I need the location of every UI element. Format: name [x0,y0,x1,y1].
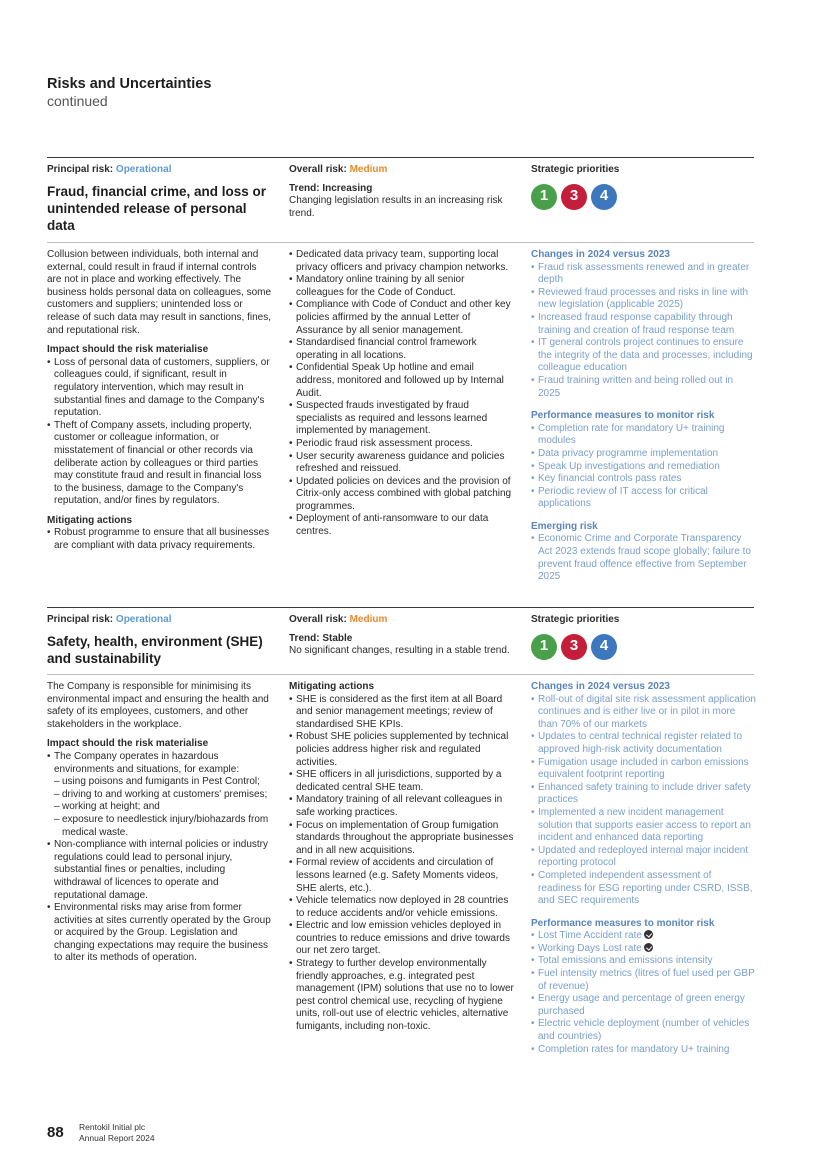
list-item: • Completed independent assessment of readiness for ESG reporting under CSRD, ISSB, and SEC requirements [531,870,756,908]
list-item: • SHE officers in all jurisdictions, supported by a dedicated central SHE team. [289,769,514,794]
risk1-trend-text: Changing legislation results in an increasing risk trend. [289,195,503,219]
list-item-text: Working Days Lost rate [538,942,642,954]
list-item: • Economic Crime and Corporate Transparency Act 2023 extends fraud scope globally; failure to prevent fraud offence effective from September 2025 [531,533,756,583]
report-name: Annual Report 2024 [79,1132,155,1143]
risk2-changes-list [531,694,756,908]
priority-badge: 4 [591,184,617,210]
list-item: • Mandatory online training by all senior colleagues for the Code of Conduct. [289,274,514,299]
risk2-category: Operational [115,614,172,625]
risk2-overall: Medium [349,614,388,625]
list-item: • SHE is considered as the first item at all Board and senior management meetings; review of standardised SHE KPIs. [289,694,514,732]
list-item: • Speak Up investigations and remediation [531,461,756,474]
risk1-category: Operational [115,164,172,175]
risk2-title: Safety, health, environment (SHE) and sustainability [47,633,263,666]
company-name: Rentokil Initial plc [79,1122,146,1132]
mitigating-heading: Mitigating actions [289,681,374,692]
risk1-priorities [531,184,756,210]
risk2-intro: The Company is responsible for minimising its environmental impact and ensuring the health and safety of its employees, customers, and other stakeholders in the workplace. [47,681,269,730]
page-title: Risks and Uncertainties [47,76,212,92]
assured-check-icon [644,930,653,939]
list-item: • Compliance with Code of Conduct and other key policies affirmed by the annual Letter of Assurance by all senior management. [289,299,514,337]
risk1-header-overall [289,164,514,220]
list-item: • Deployment of anti-ransomware to our data centres. [289,513,514,538]
list-item: – using poisons and fumigants in Pest Control; [47,776,272,789]
list-item: • Roll-out of digital site risk assessment application continues and is either live or in pilot in more than 70% of our markets [531,694,756,732]
list-item: • Total emissions and emissions intensity [531,955,756,968]
risk1-mitigating-list-b [289,249,514,539]
list-item: • Periodic fraud risk assessment process. [289,438,514,451]
list-item: • Formal review of accidents and circulation of lessons learned (e.g. Safety Moments videos, SHE alerts, etc.). [289,857,514,895]
list-item: – exposure to needlestick injury/biohazards from medical waste. [47,814,272,839]
list-item: • Updated and redeployed internal major incident reporting protocol [531,845,756,870]
list-item: • Periodic review of IT access for critical applications [531,486,756,511]
performance-heading: Performance measures to monitor risk [531,917,715,929]
list-item [531,943,756,956]
risk2-col2 [289,681,514,1034]
risk1-col1 [47,249,272,553]
list-item: • Updated policies on devices and the provision of Citrix-only access combined with global patching programmes. [289,476,514,514]
list-item: – driving to and working at customers' premises; [47,789,272,802]
emerging-heading: Emerging risk [531,520,598,532]
risk1-title: Fraud, financial crime, and loss or unintended release of personal data [47,183,267,233]
page-number: 88 [47,1124,64,1141]
risk1-overall: Medium [349,164,388,175]
list-item: • Robust programme to ensure that all businesses are compliant with data privacy requirements. [47,527,272,552]
list-item: • Mandatory training of all relevant colleagues in safe working practices. [289,794,514,819]
list-item: • Data privacy programme implementation [531,448,756,461]
performance-heading: Performance measures to monitor risk [531,410,715,422]
list-item: • Standardised financial control framework operating in all locations. [289,337,514,362]
list-item: • Key financial controls pass rates [531,473,756,486]
list-item: • Updates to central technical register related to approved high-risk activity documentation [531,731,756,756]
priority-badge: 3 [561,634,587,660]
list-item: • Energy usage and percentage of green energy purchased [531,993,756,1018]
section-rule [47,157,754,158]
list-item: • Environmental risks may arise from former activities at sites currently operated by the Group or acquired by the Group. Legislation and changing expectations may require the business to alter its methods of operation. [47,902,272,965]
list-item: • Theft of Company assets, including property, customer or colleague information, or misstatement of financial or other records via deliberate action by colleagues or third parties may constitute fraud and result in financial loss to the business, damage to the Company's reputation, and/or fines by regulators. [47,420,272,508]
list-item: • Robust SHE policies supplemented by technical policies address higher risk and regulated activities. [289,731,514,769]
list-item: • Fuel intensity metrics (litres of fuel used per GBP of revenue) [531,968,756,993]
priority-badge: 1 [531,634,557,660]
list-item: – working at height; and [47,801,272,814]
list-item: • Vehicle telematics now deployed in 28 countries to reduce accidents and/or vehicle emissions. [289,895,514,920]
risk2-col1 [47,681,272,965]
list-item: • User security awareness guidance and policies refreshed and reissued. [289,451,514,476]
risk2-col3 [531,681,756,1056]
list-item-text: Lost Time Accident rate [538,930,642,942]
section-rule [47,674,754,675]
list-item: • Fumigation usage included in carbon emissions equivalent footprint reporting [531,757,756,782]
list-item: • Implemented a new incident management solution that supports easier access to report an incident and enhanced data reporting [531,807,756,845]
impact-heading: Impact should the risk materialise [47,738,209,750]
risk1-header-strategic [531,164,756,210]
publication-info [79,1122,155,1143]
risk2-mitigating-list [289,694,514,1034]
risk2-header-principal [47,614,272,667]
risk1-changes-list [531,262,756,401]
list-item: • Fraud risk assessments renewed and in greater depth [531,262,756,287]
principal-label: Principal risk: [47,614,114,625]
list-item: • Focus on implementation of Group fumigation standards throughout the appropriate businesses and in all new acquisitions. [289,820,514,858]
list-item: • IT general controls project continues to ensure the integrity of the data and processes, including colleague education [531,337,756,375]
principal-label: Principal risk: [47,164,114,175]
risk1-trend: Trend: Increasing [289,182,373,194]
risk1-mitigating-list-a [47,527,272,552]
list-item: • Completion rates for mandatory U+ training [531,1044,756,1057]
risk2-priorities [531,634,756,660]
section-rule [47,242,754,243]
section-rule [47,607,754,608]
changes-heading: Changes in 2024 versus 2023 [531,249,670,260]
list-item: • Non-compliance with internal policies or industry regulations could lead to personal injury, substantial fines or penalties, including withdrawal of licences to operate and reputational damage. [47,839,272,902]
list-item: • Electric and low emission vehicles deployed in countries to reduce emissions and drive towards our net zero target. [289,920,514,958]
list-item [531,930,756,943]
risk2-trend-text: No significant changes, resulting in a stable trend. [289,645,510,657]
list-item: • Enhanced safety training to include driver safety practices [531,782,756,807]
risk1-performance-list [531,423,756,511]
risk1-header-principal [47,164,272,234]
list-item: • Confidential Speak Up hotline and email address, monitored and followed up by Internal Audit. [289,362,514,400]
list-item: • Strategy to further develop environmentally friendly approaches, e.g. integrated pest management (IPM) solutions that use no to lower pest control chemical use, recycling of hygiene units, roll-out use of electric vehicles, alternative fumigants, including non-toxic. [289,958,514,1034]
mitigating-heading: Mitigating actions [47,514,132,526]
changes-heading: Changes in 2024 versus 2023 [531,681,670,692]
list-item: • Increased fraud response capability through training and creation of fraud response team [531,312,756,337]
overall-label: Overall risk: [289,164,347,175]
risk2-performance-list [531,930,756,1056]
risk2-impact-list [47,751,272,965]
risk1-impact-list [47,357,272,508]
priority-badge: 3 [561,184,587,210]
risk1-emerging-list [531,533,756,583]
strategic-label: Strategic priorities [531,614,620,625]
risk2-header-overall [289,614,514,658]
impact-heading: Impact should the risk materialise [47,344,209,356]
assured-check-icon [644,943,653,952]
overall-label: Overall risk: [289,614,347,625]
risk1-intro: Collusion between individuals, both internal and external, could result in fraud if internal controls are not in place and working effectively. The business holds personal data on colleagues, some customers and suppliers; unintended loss or release of such data may result in sanctions, fines, and reputational risk. [47,249,272,336]
list-item: • The Company operates in hazardous environments and situations, for example: [47,751,272,776]
priority-badge: 4 [591,634,617,660]
risk2-header-strategic [531,614,756,660]
list-item: • Loss of personal data of customers, suppliers, or colleagues could, if significant, result in regulatory intervention, which may result in substantial fines and damage to the Company's reputation. [47,357,272,420]
priority-badge: 1 [531,184,557,210]
page-subtitle: continued [47,93,108,109]
risk1-col3 [531,249,756,584]
risk2-trend: Trend: Stable [289,632,353,644]
list-item: • Electric vehicle deployment (number of vehicles and countries) [531,1018,756,1043]
list-item: • Fraud training written and being rolled out in 2025 [531,375,756,400]
risk1-col2 [289,249,514,539]
list-item: • Dedicated data privacy team, supporting local privacy officers and privacy champion networks. [289,249,514,274]
list-item: • Completion rate for mandatory U+ training modules [531,423,756,448]
strategic-label: Strategic priorities [531,164,620,175]
list-item: • Reviewed fraud processes and risks in line with new legislation (applicable 2025) [531,287,756,312]
list-item: • Suspected frauds investigated by fraud specialists as required and lessons learned implemented by management. [289,400,514,438]
